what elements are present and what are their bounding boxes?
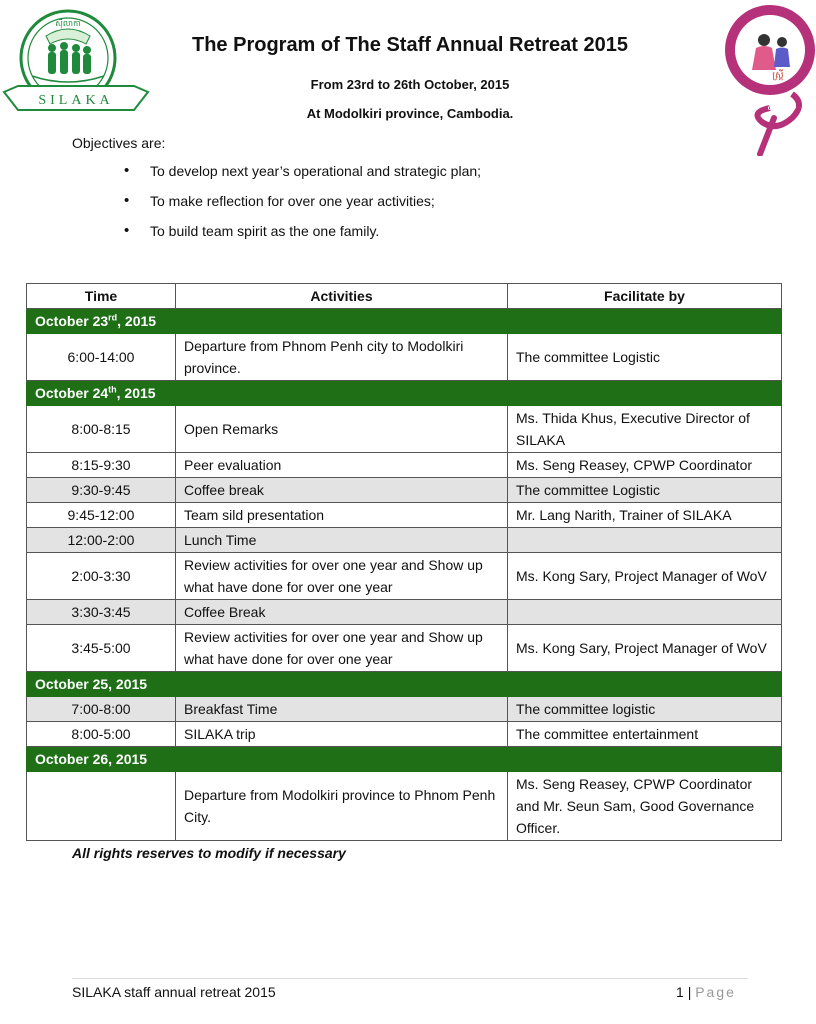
table-row [27, 453, 782, 478]
silaka-logo [2, 6, 150, 114]
table-row [27, 625, 782, 672]
row-time: 6:00-14:00 [27, 334, 176, 381]
row-facilitator: Mr. Lang Narith, Trainer of SILAKA [508, 503, 782, 528]
row-activity: SILAKA trip [176, 722, 508, 747]
row-time: 3:45-5:00 [27, 625, 176, 672]
table-row [27, 503, 782, 528]
day-label: October 25, 2015 [27, 672, 782, 697]
objective-item: • To develop next year’s operational and strategic plan; [122, 163, 481, 193]
khmer-vote-mark: ស្ត្រី [772, 70, 784, 80]
row-time: 8:00-5:00 [27, 722, 176, 747]
row-activity: Departure from Phnom Penh city to Modolkiri province. [176, 334, 508, 381]
row-activity: Review activities for over one year and Show up what have done for over one year [176, 553, 508, 600]
row-facilitator: Ms. Seng Reasey, CPWP Coordinator and Mr. Seun Sam, Good Governance Officer. [508, 772, 782, 841]
row-activity: Coffee Break [176, 600, 508, 625]
row-facilitator: The committee Logistic [508, 478, 782, 503]
row-facilitator: Ms. Thida Khus, Executive Director of SILAKA [508, 406, 782, 453]
table-header-row [27, 284, 782, 309]
cpwp-logo [722, 2, 816, 156]
table-row [27, 478, 782, 503]
row-time: 8:00-8:15 [27, 406, 176, 453]
objectives-list [122, 163, 481, 253]
rights-note: All rights reserves to modify if necessary [72, 845, 346, 861]
table-row [27, 528, 782, 553]
row-time: 9:30-9:45 [27, 478, 176, 503]
row-activity: Departure from Modolkiri province to Phnom Penh City. [176, 772, 508, 841]
row-activity: Open Remarks [176, 406, 508, 453]
footer-divider [72, 978, 748, 979]
schedule-body [27, 309, 782, 841]
row-facilitator: The committee Logistic [508, 334, 782, 381]
row-time [27, 772, 176, 841]
row-activity: Coffee break [176, 478, 508, 503]
row-time: 2:00-3:30 [27, 553, 176, 600]
retreat-location: At Modolkiri province, Cambodia. [306, 106, 514, 121]
row-time: 7:00-8:00 [27, 697, 176, 722]
retreat-dates: From 23rd to 26th October, 2015 [310, 77, 510, 92]
table-row [27, 553, 782, 600]
row-facilitator: The committee entertainment [508, 722, 782, 747]
footer-title: SILAKA staff annual retreat 2015 [72, 984, 276, 1000]
header-facilitator: Facilitate by [508, 284, 782, 309]
day-section-row [27, 381, 782, 406]
row-facilitator: Ms. Kong Sary, Project Manager of WoV [508, 625, 782, 672]
page-label: Page [695, 984, 736, 1000]
page-number [676, 984, 736, 1000]
table-row [27, 772, 782, 841]
day-section-row [27, 672, 782, 697]
table-row [27, 334, 782, 381]
row-facilitator: The committee logistic [508, 697, 782, 722]
row-time: 9:45-12:00 [27, 503, 176, 528]
day-section-row [27, 309, 782, 334]
objective-item: • To make reflection for over one year activities; [122, 193, 481, 223]
page-separator: | [687, 984, 692, 1000]
row-activity: Lunch Time [176, 528, 508, 553]
row-time: 12:00-2:00 [27, 528, 176, 553]
khmer-script-mark: ស៊ីលាកា [55, 19, 81, 28]
day-section-row [27, 747, 782, 772]
day-label: October 24th, 2015 [27, 381, 782, 406]
table-row [27, 722, 782, 747]
row-activity: Peer evaluation [176, 453, 508, 478]
row-facilitator: Ms. Kong Sary, Project Manager of WoV [508, 553, 782, 600]
table-row [27, 697, 782, 722]
header-time: Time [27, 284, 176, 309]
row-facilitator [508, 600, 782, 625]
row-time: 8:15-9:30 [27, 453, 176, 478]
silaka-logo-text: SILAKA [38, 93, 114, 108]
day-label: October 23rd, 2015 [27, 309, 782, 334]
row-activity: Review activities for over one year and Show up what have done for over one year [176, 625, 508, 672]
objective-item: • To build team spirit as the one family. [122, 223, 481, 253]
header-activities: Activities [176, 284, 508, 309]
table-row [27, 406, 782, 453]
row-activity: Breakfast Time [176, 697, 508, 722]
objectives-heading: Objectives are: [72, 135, 166, 151]
page-title: The Program of The Staff Annual Retreat 2015 [191, 34, 628, 56]
schedule-table [26, 283, 782, 841]
day-label: October 26, 2015 [27, 747, 782, 772]
row-facilitator: Ms. Seng Reasey, CPWP Coordinator [508, 453, 782, 478]
row-activity: Team sild presentation [176, 503, 508, 528]
table-row [27, 600, 782, 625]
row-facilitator [508, 528, 782, 553]
cpwp-logo-text: c p w p [767, 102, 797, 113]
page-number-value: 1 [676, 984, 684, 1000]
row-time: 3:30-3:45 [27, 600, 176, 625]
